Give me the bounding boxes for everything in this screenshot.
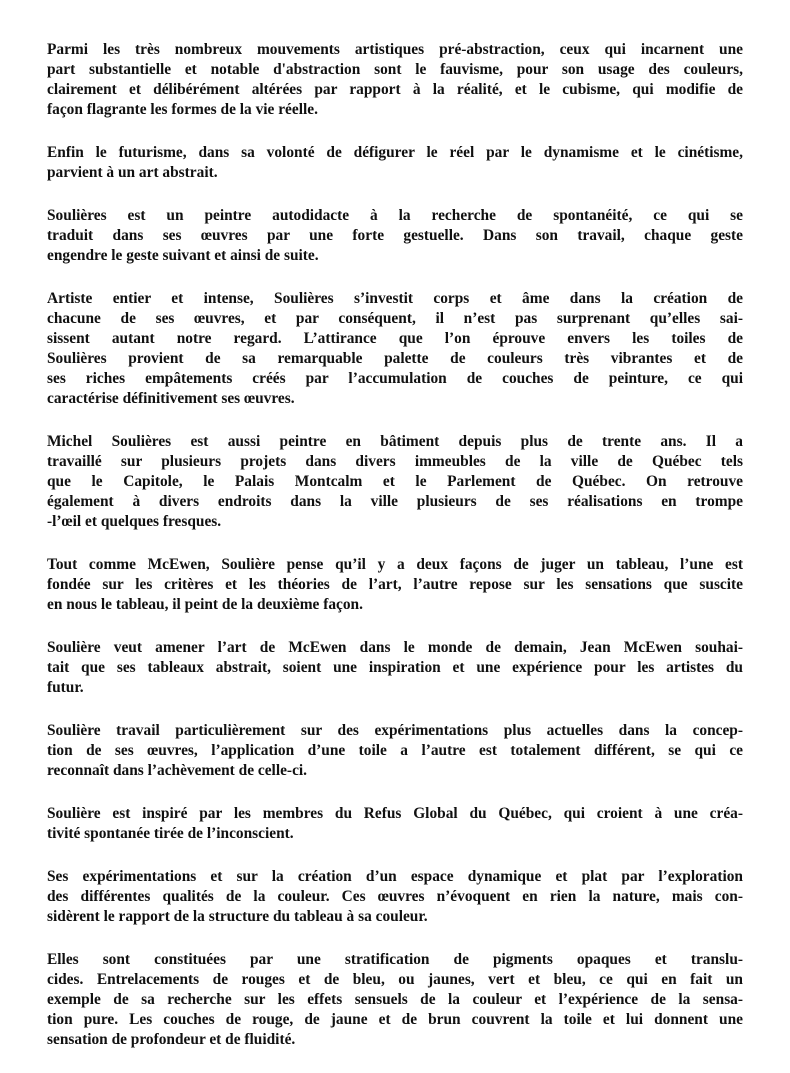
text-line: cides. Entrelacements de rouges et de bleu, ou jaunes, vert et bleu, ce qui en fait un xyxy=(47,971,743,988)
text-line: traduit dans ses œuvres par une forte gestuelle. Dans son travail, chaque geste xyxy=(47,227,743,244)
text-line: parvient à un art abstrait. xyxy=(47,164,218,181)
text-line: travaillé sur plusieurs projets dans divers immeubles de la ville de Québec tels xyxy=(47,453,743,470)
text-line: façon flagrante les formes de la vie réelle. xyxy=(47,101,318,118)
text-line: Soulière veut amener l’art de McEwen dans le monde de demain, Jean McEwen souhai- xyxy=(47,639,743,656)
text-line: tion de ses œuvres, l’application d’une toile a l’autre est totalement différent, se qui ce xyxy=(47,742,743,759)
text-line: en nous le tableau, il peint de la deuxième façon. xyxy=(47,596,363,613)
paragraph-3 xyxy=(47,206,743,266)
text-line: tivité spontanée tirée de l’inconscient. xyxy=(47,825,294,842)
text-line: Elles sont constituées par une stratification de pigments opaques et translu- xyxy=(47,951,743,968)
text-line: chacune de ses œuvres, et par conséquent, il n’est pas surprenant qu’elles sai- xyxy=(47,310,743,327)
paragraph-7 xyxy=(47,638,743,698)
text-line: Soulières provient de sa remarquable palette de couleurs très vibrantes et de xyxy=(47,350,743,367)
text-line: Soulières est un peintre autodidacte à la recherche de spontanéité, ce qui se xyxy=(47,207,743,224)
paragraph-2 xyxy=(47,143,743,183)
text-line: également à divers endroits dans la ville plusieurs de ses réalisations en trompe xyxy=(47,493,743,510)
text-line: des différentes qualités de la couleur. Ces œuvres n’évoquent en rien la nature, mais con- xyxy=(47,888,743,905)
text-line: Ses expérimentations et sur la création d’un espace dynamique et plat par l’exploration xyxy=(47,868,743,885)
document-page xyxy=(47,40,743,1073)
paragraph-8 xyxy=(47,721,743,781)
text-line: ses riches empâtements créés par l’accumulation de couches de peinture, ce qui xyxy=(47,370,743,387)
text-line: Michel Soulières est aussi peintre en bâtiment depuis plus de trente ans. Il a xyxy=(47,433,743,450)
paragraph-6 xyxy=(47,555,743,615)
text-line: Parmi les très nombreux mouvements artistiques pré-abstraction, ceux qui incarnent une xyxy=(47,41,743,58)
text-line: caractérise définitivement ses œuvres. xyxy=(47,390,295,407)
text-line: Soulière travail particulièrement sur des expérimentations plus actuelles dans la concep- xyxy=(47,722,743,739)
text-line: -l’œil et quelques fresques. xyxy=(47,513,222,530)
paragraph-9 xyxy=(47,804,743,844)
paragraph-1 xyxy=(47,40,743,120)
text-line: sissent autant notre regard. L’attirance que l’on éprouve envers les toiles de xyxy=(47,330,743,347)
text-line: sensation de profondeur et de fluidité. xyxy=(47,1031,296,1048)
paragraph-11 xyxy=(47,950,743,1050)
text-line: clairement et délibérément altérées par rapport à la réalité, et le cubisme, qui modifie de xyxy=(47,81,743,98)
text-line: exemple de sa recherche sur les effets sensuels de la couleur et l’expérience de la sensa- xyxy=(47,991,743,1008)
text-line: Enfin le futurisme, dans sa volonté de défigurer le réel par le dynamisme et le cinétisme, xyxy=(47,144,743,161)
paragraph-10 xyxy=(47,867,743,927)
text-line: que le Capitole, le Palais Montcalm et le Parlement de Québec. On retrouve xyxy=(47,473,743,490)
text-line: part substantielle et notable d'abstraction sont le fauvisme, pour son usage des couleurs, xyxy=(47,61,743,78)
paragraph-4 xyxy=(47,289,743,409)
text-line: sidèrent le rapport de la structure du tableau à sa couleur. xyxy=(47,908,428,925)
text-line: tion pure. Les couches de rouge, de jaune et de brun couvrent la toile et lui donnent une xyxy=(47,1011,743,1028)
text-line: tait que ses tableaux abstrait, soient une inspiration et une expérience pour les artistes du xyxy=(47,659,743,676)
text-line: reconnaît dans l’achèvement de celle-ci. xyxy=(47,762,308,779)
text-line: Artiste entier et intense, Soulières s’investit corps et âme dans la création de xyxy=(47,290,743,307)
text-line: engendre le geste suivant et ainsi de suite. xyxy=(47,247,319,264)
text-line: fondée sur les critères et les théories de l’art, l’autre repose sur les sensations que suscite xyxy=(47,576,743,593)
text-line: Soulière est inspiré par les membres du Refus Global du Québec, qui croient à une créa- xyxy=(47,805,743,822)
text-line: futur. xyxy=(47,679,84,696)
text-line: Tout comme McEwen, Soulière pense qu’il y a deux façons de juger un tableau, l’une est xyxy=(47,556,743,573)
paragraph-5 xyxy=(47,432,743,532)
